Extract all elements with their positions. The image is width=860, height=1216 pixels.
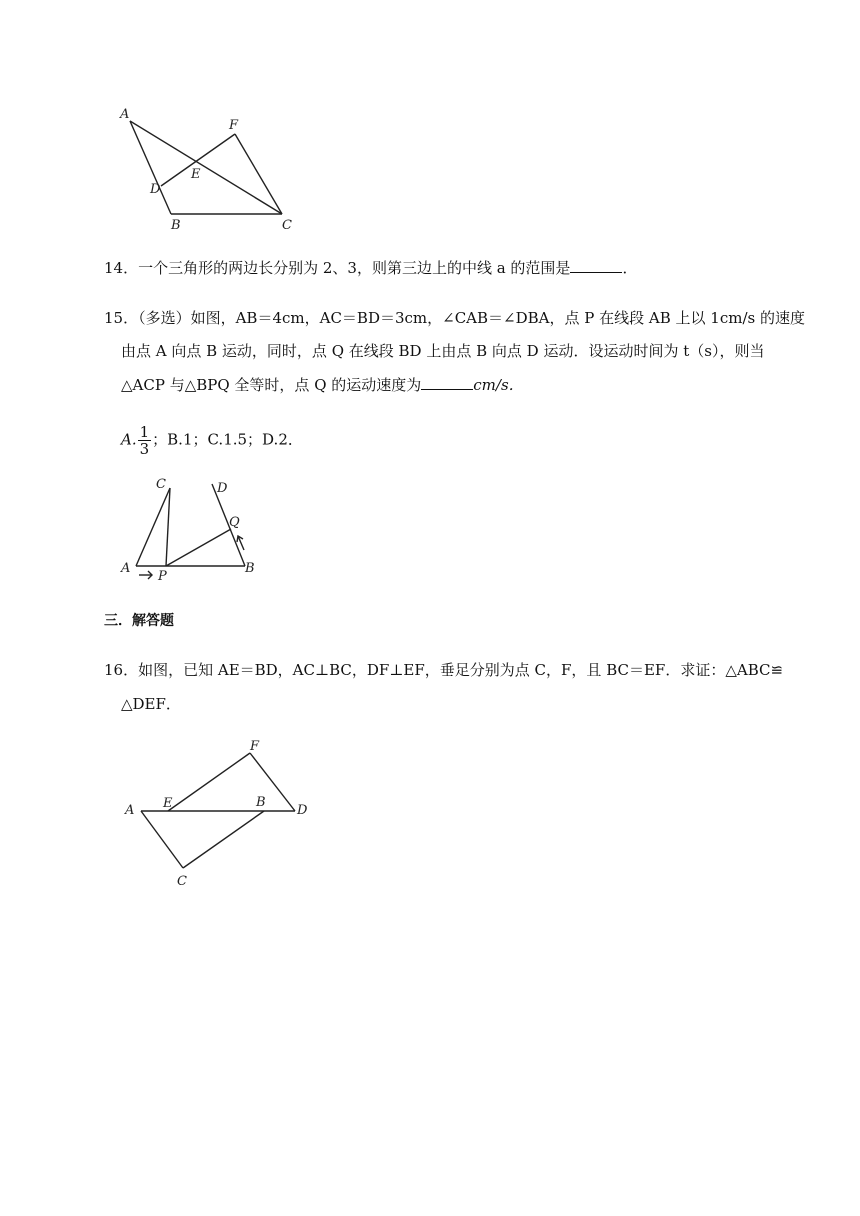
question-16-line-2	[121, 694, 181, 714]
label-D: D	[297, 803, 308, 818]
option-a-fraction	[138, 424, 152, 457]
label-B: B	[171, 218, 181, 233]
question-16-text-1: 16．如图，已知 AE＝BD，AC⊥BC，DF⊥EF，垂足分别为点 C，F，且 BC＝EF．求证：△ABC≌	[104, 661, 784, 679]
question-16-text-2: △DEF．	[121, 695, 181, 713]
label-E: E	[191, 167, 201, 182]
label-Q: Q	[229, 515, 240, 530]
label-P: P	[158, 569, 167, 584]
segment-EF	[168, 753, 250, 811]
fraction-numerator: 1	[139, 423, 150, 441]
answer-blank-15[interactable]	[421, 375, 473, 390]
question-15-line-2	[121, 341, 764, 361]
label-B: B	[256, 795, 266, 810]
segment-FC	[235, 134, 282, 214]
question-14-end: ．	[622, 259, 638, 277]
label-C: C	[177, 874, 187, 889]
label-F: F	[250, 739, 260, 754]
label-D: D	[217, 481, 228, 496]
section-title: 三．解答题	[104, 613, 174, 629]
label-A: A	[120, 107, 130, 122]
segment-AC	[136, 488, 170, 566]
options-rest: ；B.1；C.1.5；D.2．	[152, 430, 303, 449]
label-D: D	[150, 182, 161, 197]
label-A: A	[125, 803, 135, 818]
label-E: E	[163, 796, 173, 811]
answer-blank-14[interactable]	[570, 258, 622, 273]
figure-q15	[115, 474, 275, 584]
question-15-line-1	[104, 308, 805, 328]
question-15-text-1: 15．（多选）如图，AB＝4cm，AC＝BD＝3cm，∠CAB＝∠DBA，点 P 在线段 AB 上以 1cm/s 的速度	[104, 309, 805, 327]
segment-CP	[166, 488, 170, 566]
figure-q16	[115, 730, 325, 890]
segment-AC	[141, 811, 183, 868]
label-A: A	[121, 561, 131, 576]
segment-PQ	[166, 529, 231, 566]
question-14-text: 14．一个三角形的两边长分别为 2、3，则第三边上的中线 a 的范围是	[104, 259, 571, 277]
question-15-text-3: △ACP 与△BPQ 全等时，点 Q 的运动速度为	[121, 376, 422, 394]
segment-CB	[183, 811, 264, 868]
figure-q13	[100, 100, 320, 240]
question-15-options	[121, 424, 303, 457]
question-16-line-1	[104, 660, 783, 680]
segment-AC	[130, 121, 282, 214]
question-15-unit: cm/s．	[473, 376, 524, 394]
label-C: C	[156, 477, 166, 492]
question-15-text-2: 由点 A 向点 B 运动，同时，点 Q 在线段 BD 上由点 B 向点 D 运动．设运动时间为 t（s），则当	[121, 342, 765, 360]
label-C: C	[282, 218, 292, 233]
question-14	[104, 258, 637, 278]
fraction-denominator: 3	[139, 440, 150, 458]
label-B: B	[245, 561, 255, 576]
segment-AB	[130, 121, 171, 214]
option-a-prefix: A.	[121, 430, 137, 449]
label-F: F	[229, 118, 239, 133]
question-15-line-3	[121, 375, 524, 395]
